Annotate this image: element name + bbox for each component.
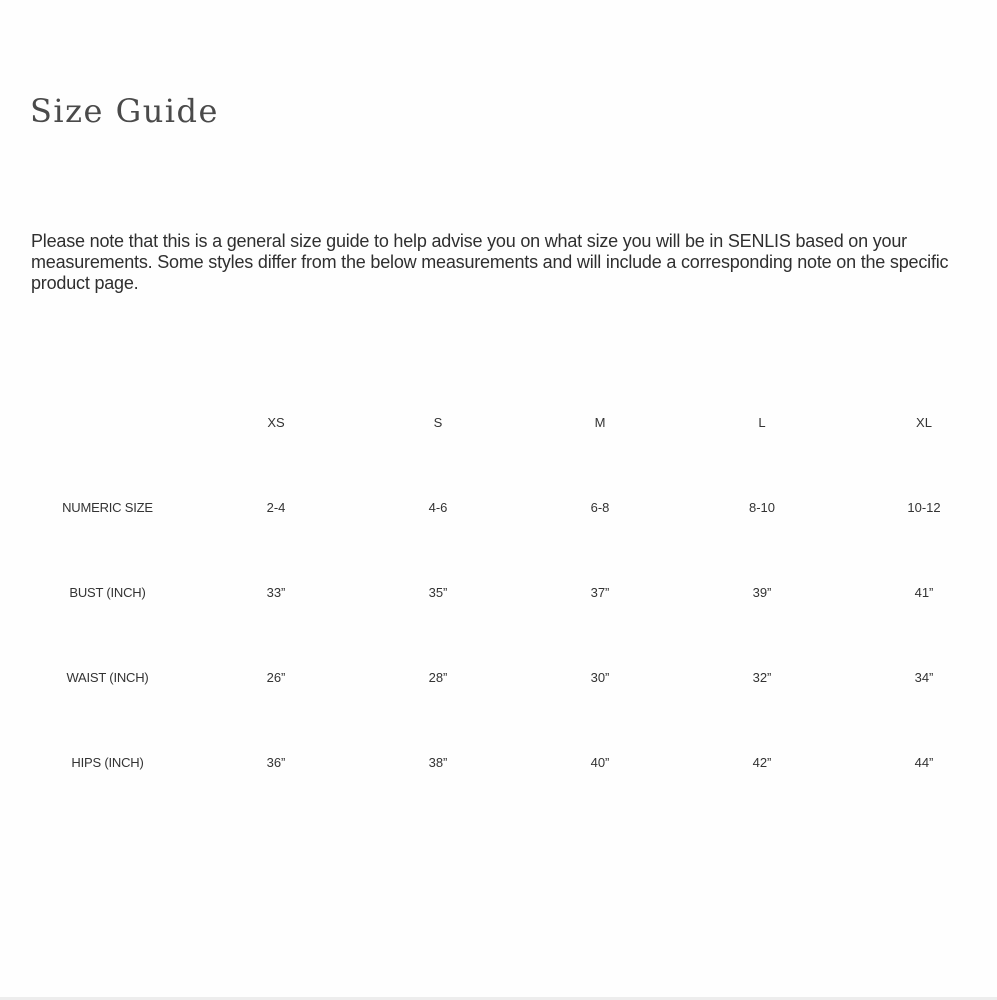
table-cell: 6-8 xyxy=(590,500,610,515)
table-cell: 10-12 xyxy=(907,500,941,515)
size-header-s: S xyxy=(433,415,443,430)
size-header-l: L xyxy=(758,415,766,430)
table-cell: 40” xyxy=(590,755,610,770)
table-row-numeric-size xyxy=(20,465,997,550)
table-cell: 2-4 xyxy=(266,500,286,515)
size-header-row xyxy=(20,380,997,465)
table-cell: 28” xyxy=(428,670,448,685)
size-guide-note: Please note that this is a general size guide to help advise you on what size you will be in SENLIS based on your measurements. Some styles differ from the below measurements and will include a corresponding note on the specific product page. xyxy=(31,231,949,293)
page-title: Size Guide xyxy=(30,92,219,130)
row-label: NUMERIC SIZE xyxy=(62,500,153,515)
table-row-hips xyxy=(20,720,997,805)
row-label: BUST (INCH) xyxy=(69,585,146,600)
table-cell: 41” xyxy=(914,585,934,600)
row-label: WAIST (INCH) xyxy=(66,670,149,685)
table-cell: 36” xyxy=(266,755,286,770)
table-row-waist xyxy=(20,635,997,720)
table-cell: 4-6 xyxy=(428,500,448,515)
table-row-bust xyxy=(20,550,997,635)
size-header-xs: XS xyxy=(267,415,285,430)
table-cell: 26” xyxy=(266,670,286,685)
table-cell: 42” xyxy=(752,755,772,770)
size-table xyxy=(20,380,997,805)
table-cell: 35” xyxy=(428,585,448,600)
corner-cell xyxy=(20,380,195,465)
table-cell: 37” xyxy=(590,585,610,600)
size-header-xl: XL xyxy=(916,415,932,430)
table-cell: 44” xyxy=(914,755,934,770)
table-cell: 33” xyxy=(266,585,286,600)
table-cell: 32” xyxy=(752,670,772,685)
table-cell: 30” xyxy=(590,670,610,685)
table-cell: 34” xyxy=(914,670,934,685)
table-cell: 8-10 xyxy=(748,500,776,515)
table-cell: 38” xyxy=(428,755,448,770)
row-label: HIPS (INCH) xyxy=(71,755,144,770)
size-header-m: M xyxy=(594,415,606,430)
table-cell: 39” xyxy=(752,585,772,600)
